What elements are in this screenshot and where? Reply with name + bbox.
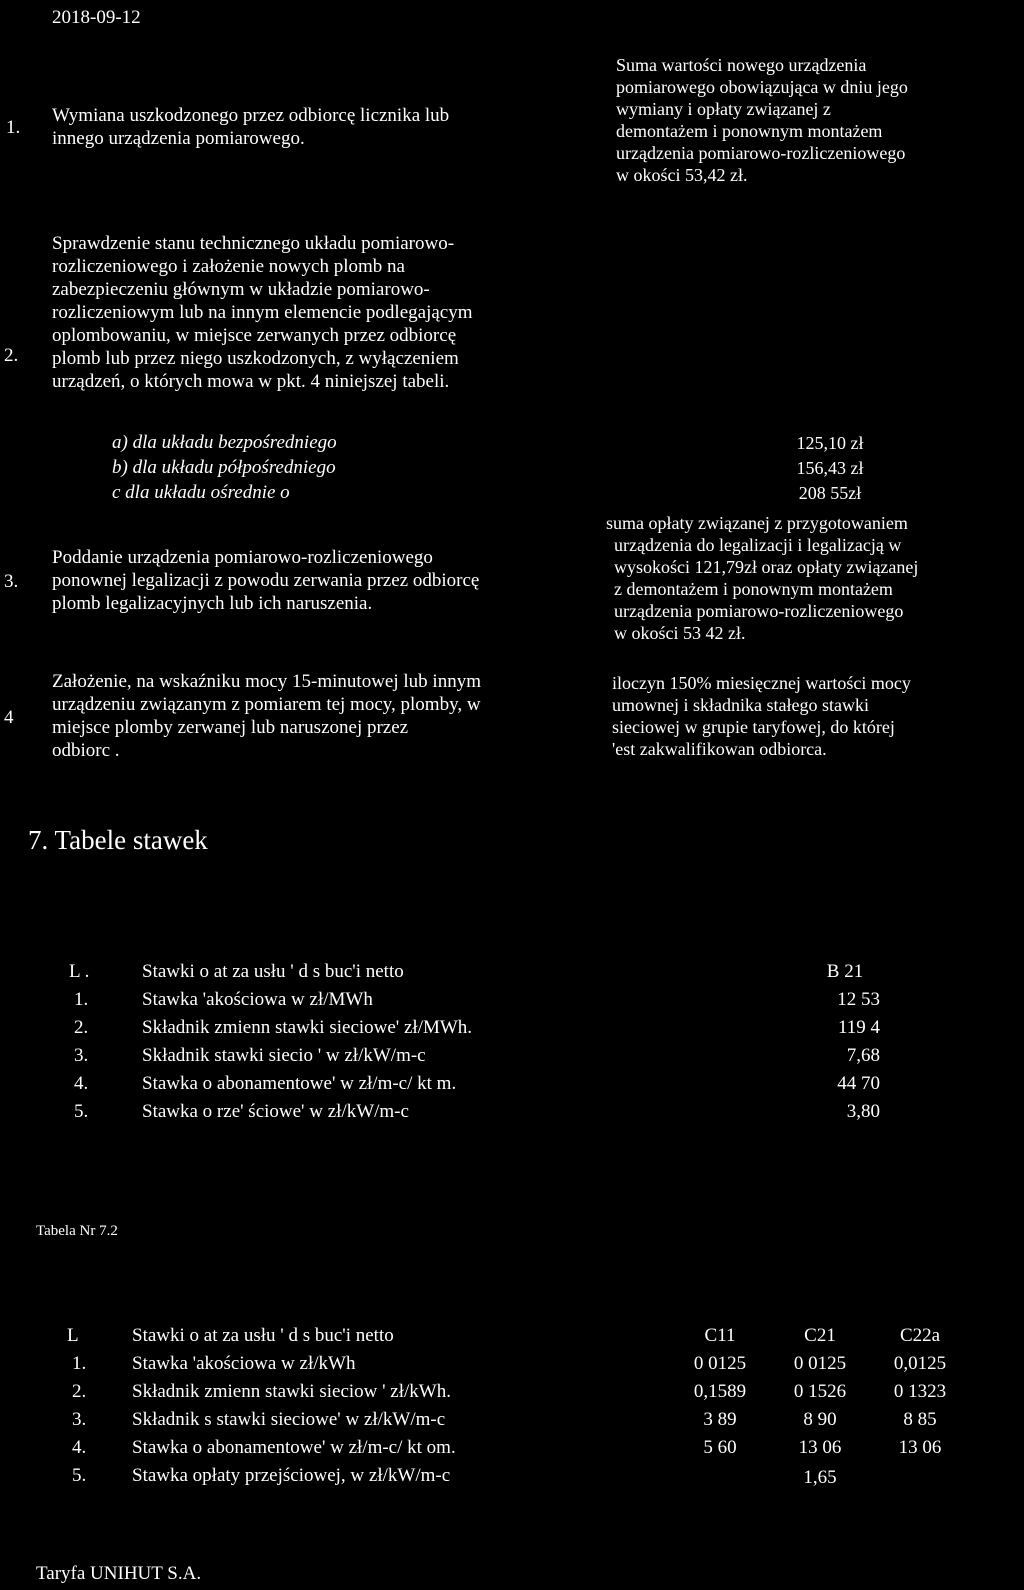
- table-1-row-num: 2.: [74, 1017, 89, 1038]
- fee-4-desc-line: miejsce plomby zerwanej lub naruszonej przez: [52, 717, 409, 738]
- fee-3-charge-line: suma opłaty związanej z przygotowaniem: [606, 513, 908, 533]
- fee-4-desc-line: odbiorc .: [52, 740, 120, 761]
- table-2-caption: Tabela Nr 7.2: [36, 1223, 118, 1239]
- table-2-row-num: 4.: [72, 1437, 87, 1458]
- table-2-row-value: 1,65: [803, 1467, 837, 1488]
- table-2-row-num: 2.: [72, 1381, 87, 1402]
- fee-2-desc-line: rozliczeniowym lub na innym elemencie podlegającym: [52, 302, 473, 323]
- fee-1-charge-line: demontażem i ponownym montażem: [616, 121, 883, 141]
- fee-1-number: 1.: [6, 117, 21, 138]
- table-1-row-label: Stawka 'akościowa w zł/MWh: [142, 989, 373, 1010]
- table-2-row-num: 3.: [72, 1409, 87, 1430]
- table-1-row-value: 12 53: [837, 989, 880, 1010]
- fee-4-charge: [612, 672, 911, 760]
- table-2-row-num: 5.: [72, 1465, 87, 1486]
- fee-3-desc-line: ponownej legalizacji z powodu zerwania przez odbiorcę: [52, 570, 480, 591]
- fee-3-desc-line: Poddanie urządzenia pomiarowo-rozliczeniowego: [52, 547, 433, 568]
- fee-2-desc-line: urządzeń, o których mowa w pkt. 4 niniejszej tabeli.: [52, 371, 450, 392]
- table-1-row-label: Składnik stawki siecio ' w zł/kW/m-c: [142, 1045, 426, 1066]
- fee-3-charge: [606, 512, 918, 644]
- fee-1-charge-line: pomiarowego obowiązująca w dniu jego: [616, 77, 908, 97]
- fee-1-charge-line: urządzenia pomiarowo-rozliczeniowego: [616, 143, 906, 163]
- table-1-row-label: Stawka o abonamentowe' w zł/m-c/ kt m.: [142, 1073, 457, 1094]
- table-1-row-value: 3,80: [846, 1101, 880, 1122]
- fee-3-charge-line: w okości 53 42 zł.: [614, 623, 746, 643]
- fee-1-charge-line: wymiany i opłaty związanej z: [616, 99, 831, 119]
- table-1-row-value: 44 70: [837, 1073, 880, 1094]
- fee-2-description: [52, 232, 473, 393]
- table-2-header-col: C22a: [899, 1325, 941, 1346]
- table-1-row-num: 1.: [74, 989, 89, 1010]
- table-2-row-value: 13 06: [898, 1437, 942, 1458]
- table-1-row-label: Składnik zmienn stawki sieciowe' zł/MWh.: [142, 1017, 473, 1038]
- fee-1-charge-line: Suma wartości nowego urządzenia: [616, 55, 867, 75]
- table-1-row-value: 119 4: [837, 1017, 880, 1038]
- fee-2-desc-line: plomb lub przez niego uszkodzonych, z wyłączeniem: [52, 348, 459, 369]
- table-2-header-col: C11: [704, 1325, 736, 1346]
- fee-1-desc-line: Wymiana uszkodzonego przez odbiorcę licznika lub: [52, 105, 450, 126]
- table-1-row-label: Stawka o rze' ściowe' w zł/kW/m-c: [142, 1101, 409, 1122]
- fee-4-charge-line: iloczyn 150% miesięcznej wartości mocy: [612, 673, 911, 693]
- table-1-row-num: 4.: [74, 1073, 89, 1094]
- fee-4-desc-line: urządzeniu związanym z pomiarem tej mocy, plomby, w: [52, 694, 481, 715]
- fee-4-desc-line: Założenie, na wskaźniku mocy 15-minutowej lub innym: [52, 671, 481, 692]
- table-2-row-value: 3 89: [703, 1409, 737, 1430]
- fee-3-charge-line: z demontażem i ponownym montażem: [614, 579, 893, 599]
- fee-4-description: [52, 670, 481, 762]
- fee-1-charge-line: w okości 53,42 zł.: [616, 165, 748, 185]
- fee-2a-label: a) dla układu bezpośredniego: [112, 432, 337, 453]
- fee-3-charge-line: urządzenia pomiarowo-rozliczeniowego: [614, 601, 904, 621]
- fee-1-charge: [616, 54, 908, 186]
- table-2-row-value: 0 1526: [793, 1381, 847, 1402]
- fee-2a-value: 125,10 zł: [796, 433, 864, 453]
- fee-3-charge-line: urządzenia do legalizacji i legalizacją w: [614, 535, 902, 555]
- table-2-row-value: 8 90: [803, 1409, 837, 1430]
- fee-2-desc-line: oplombowaniu, w miejsce zerwanych przez odbiorcę: [52, 325, 457, 346]
- table-2-row-label: Stawka 'akościowa w zł/kWh: [132, 1353, 356, 1374]
- table-2-header-col: C21: [804, 1325, 836, 1346]
- table-2-row-value: 0 0125: [693, 1353, 747, 1374]
- fee-3-description: [52, 546, 479, 615]
- fee-3-number: 3.: [4, 571, 19, 592]
- fee-2c-label: c dla układu ośrednie o: [112, 482, 290, 503]
- table-2-row-value: 13 06: [798, 1437, 842, 1458]
- table-2-row-label: Stawka opłaty przejściowej, w zł/kW/m-c: [132, 1465, 451, 1486]
- table-1-row-num: 3.: [74, 1045, 89, 1066]
- fee-2c-value: 208 55zł: [798, 483, 862, 503]
- table-1-header-label: Stawki o at za usłu ' d s buc'i netto: [142, 961, 404, 982]
- fee-4-charge-line: 'est zakwalifikowan odbiorca.: [612, 739, 827, 759]
- table-2-row-value: 0,0125: [893, 1353, 947, 1374]
- fee-2b-value: 156,43 zł: [796, 458, 864, 478]
- fee-2-desc-line: Sprawdzenie stanu technicznego układu pomiarowo-: [52, 233, 455, 254]
- fee-4-number: 4: [4, 707, 14, 728]
- table-1-header-num: L .: [69, 961, 90, 982]
- table-2-row-value: 5 60: [703, 1437, 737, 1458]
- fee-3-desc-line: plomb legalizacyjnych lub ich naruszenia.: [52, 593, 373, 614]
- fee-3-charge-line: wysokości 121,79zł oraz opłaty związanej: [614, 557, 919, 577]
- fee-2-number: 2.: [4, 345, 19, 366]
- table-2-row-value: 0 0125: [793, 1353, 847, 1374]
- table-2-row-label: Składnik zmienn stawki sieciow ' zł/kWh.: [132, 1381, 451, 1402]
- footer-text: Taryfa UNIHUT S.A.: [36, 1563, 202, 1584]
- fee-1-description: [52, 104, 449, 150]
- fee-2-desc-line: rozliczeniowego i założenie nowych plomb na: [52, 256, 405, 277]
- table-2-row-label: Składnik s stawki sieciowe' w zł/kW/m-c: [132, 1409, 446, 1430]
- table-2-row-value: 8 85: [903, 1409, 937, 1430]
- table-2-header-label: Stawki o at za usłu ' d s buc'i netto: [132, 1325, 394, 1346]
- fee-4-charge-line: umownej i składnika stałego stawki: [612, 695, 869, 715]
- fee-2-desc-line: zabezpieczeniu głównym w układzie pomiarowo-: [52, 279, 430, 300]
- document-date: 2018-09-12: [52, 7, 141, 28]
- table-1-row-num: 5.: [74, 1101, 89, 1122]
- fee-4-charge-line: sieciowej w grupie taryfowej, do której: [612, 717, 895, 737]
- fee-1-desc-line: innego urządzenia pomiarowego.: [52, 128, 305, 149]
- table-2-row-label: Stawka o abonamentowe' w zł/m-c/ kt om.: [132, 1437, 456, 1458]
- table-1-header-col: B 21: [826, 961, 864, 982]
- table-2-row-num: 1.: [72, 1353, 87, 1374]
- table-1-row-value: 7,68: [846, 1045, 880, 1066]
- fee-2b-label: b) dla układu półpośredniego: [112, 457, 336, 478]
- table-2-row-value: 0 1323: [893, 1381, 947, 1402]
- section-title: 7. Tabele stawek: [28, 825, 208, 855]
- table-2-row-value: 0,1589: [693, 1381, 747, 1402]
- table-2-header-num: L: [67, 1325, 79, 1346]
